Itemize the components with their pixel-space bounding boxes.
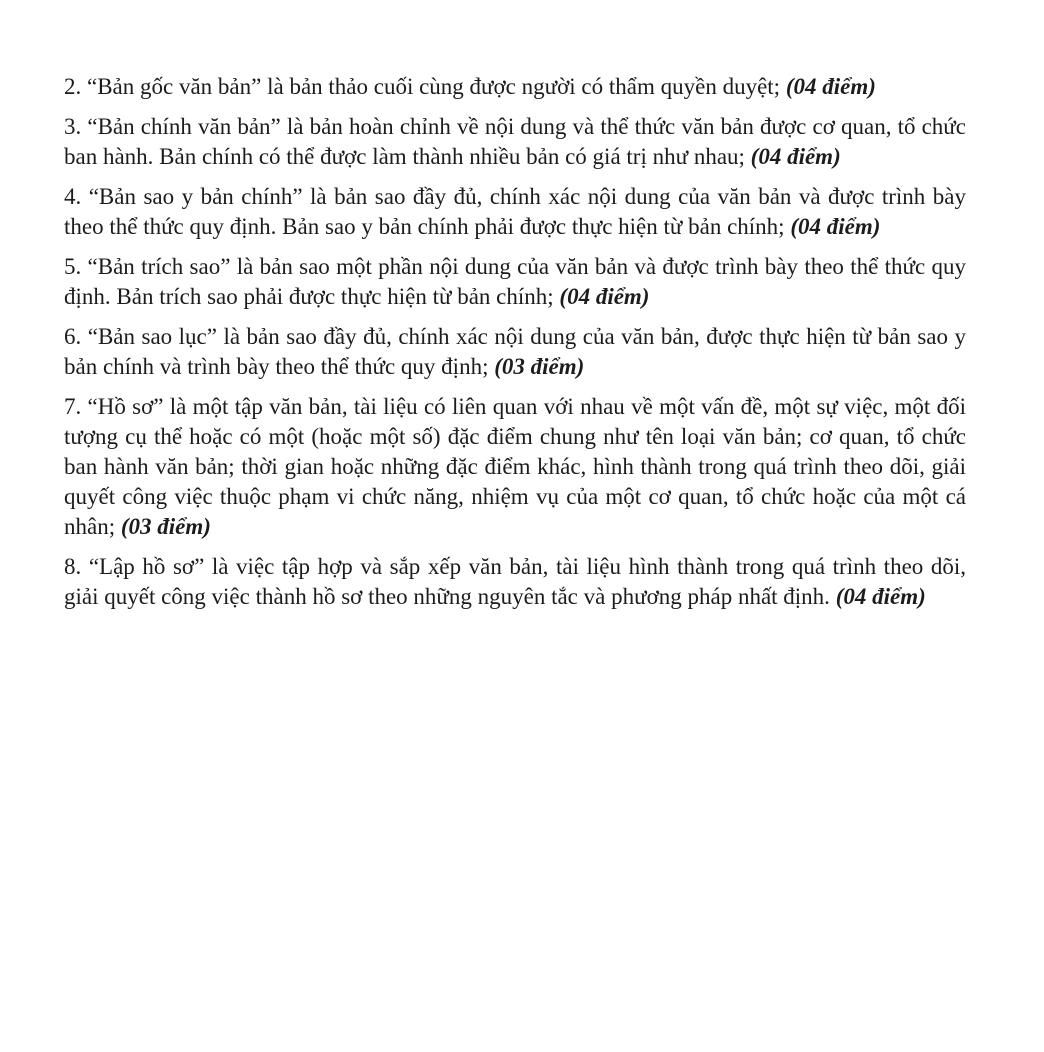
definition-item-5 (64, 252, 966, 312)
score-label: (03 điểm) (120, 514, 211, 539)
definition-item-6 (64, 322, 966, 382)
definition-item-8 (64, 552, 966, 612)
document-page (64, 72, 966, 622)
score-label: (04 điểm) (790, 214, 881, 239)
score-label: (04 điểm) (750, 144, 841, 169)
definition-text: 3. “Bản chính văn bản” là bản hoàn chỉnh về nội dung và thể thức văn bản được cơ quan, tổ chức ban hành. Bản chính có thể được làm thành nhiều bản có giá trị như nhau; (64, 114, 966, 169)
score-label: (04 điểm) (835, 584, 926, 609)
definition-text: 6. “Bản sao lục” là bản sao đầy đủ, chính xác nội dung của văn bản, được thực hiện từ bản sao y bản chính và trình bày theo thể thức quy định; (64, 324, 966, 379)
definition-item-7 (64, 392, 966, 542)
definition-text: 5. “Bản trích sao” là bản sao một phần nội dung của văn bản và được trình bày theo thể thức quy định. Bản trích sao phải được thực hiện từ bản chính; (64, 254, 966, 309)
definition-item-2 (64, 72, 966, 102)
definition-item-3 (64, 112, 966, 172)
definition-text: 4. “Bản sao y bản chính” là bản sao đầy đủ, chính xác nội dung của văn bản và được trình bày theo thể thức quy định. Bản sao y bản chính phải được thực hiện từ bản chính; (64, 184, 966, 239)
score-label: (03 điểm) (494, 354, 585, 379)
definition-text: 8. “Lập hồ sơ” là việc tập hợp và sắp xếp văn bản, tài liệu hình thành trong quá trình theo dõi, giải quyết công việc thành hồ sơ theo những nguyên tắc và phương pháp nhất định. (64, 554, 966, 609)
score-label: (04 điểm) (785, 74, 876, 99)
definition-item-4 (64, 182, 966, 242)
score-label: (04 điểm) (559, 284, 650, 309)
definition-text: 7. “Hồ sơ” là một tập văn bản, tài liệu có liên quan với nhau về một vấn đề, một sự việc, một đối tượng cụ thể hoặc có một (hoặc một số) đặc điểm chung như tên loại văn bản; cơ quan, tổ chức ban hành văn bản; thời gian hoặc những đặc điểm khác, hình thành trong quá trình theo dõi, giải quyết công việc thuộc phạm vi chức năng, nhiệm vụ của một cơ quan, tổ chức hoặc của một cá nhân; (64, 394, 966, 539)
definition-text: 2. “Bản gốc văn bản” là bản thảo cuối cùng được người có thẩm quyền duyệt; (64, 74, 786, 99)
